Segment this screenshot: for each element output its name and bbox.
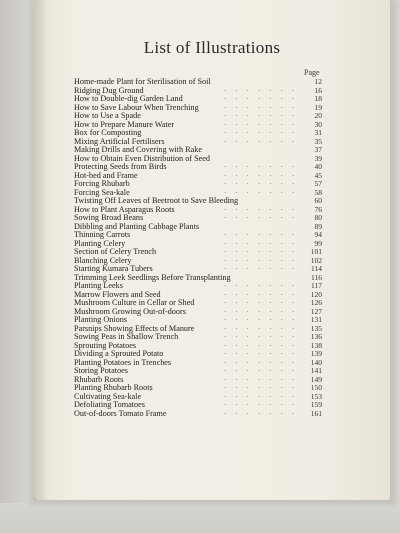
illustration-title: Cultivating Sea-kale [74, 391, 142, 401]
page-number: 116 [311, 272, 322, 282]
illustration-title: Forcing Sea-kale [74, 187, 130, 197]
leader-dots: ······· [224, 350, 304, 358]
page-number: 12 [314, 77, 322, 86]
list-item [74, 410, 322, 419]
page-number: 94 [314, 230, 322, 239]
leader-dots: ······· [224, 214, 304, 222]
illustration-title: Out-of-doors Tomato Frame [74, 408, 167, 418]
leader-dots: ······· [224, 95, 304, 103]
illustration-title: Box for Composting [74, 128, 142, 137]
page-number: 89 [314, 221, 322, 231]
leader-dots: ······· [224, 299, 304, 307]
illustration-title: How to Double-dig Garden Land [74, 94, 183, 103]
illustrations-list [74, 78, 322, 418]
page-number: 40 [314, 162, 322, 171]
page-number: 140 [310, 357, 322, 367]
page-number: 19 [314, 102, 322, 112]
illustration-title: Hot-bed and Frame [74, 170, 138, 180]
illustration-title: Mushroom Growing Out-of-doors [74, 306, 186, 316]
background-bottom [0, 503, 400, 533]
page-number: 16 [314, 85, 322, 95]
page-number: 39 [314, 153, 322, 163]
leader-dots: ······· [224, 137, 304, 146]
spine-shadow [34, 0, 50, 500]
page-number: 57 [314, 179, 322, 188]
page-number: 114 [311, 264, 322, 273]
illustration-title: Protecting Seeds from Birds [74, 162, 167, 171]
leader-dots: ······· [224, 324, 304, 333]
page-number: 31 [314, 128, 322, 137]
page-number: 35 [314, 136, 322, 146]
illustration-title: Dividing a Sprouted Potato [74, 349, 164, 358]
page-number: 37 [314, 145, 322, 154]
illustration-title: How to Prepare Manure Water [74, 119, 175, 129]
illustration-title: Blanching Celery [74, 255, 132, 265]
page-number: 153 [310, 391, 322, 401]
page-title: List of Illustrations [143, 38, 281, 57]
illustration-title: Thinning Carrots [74, 230, 131, 239]
illustration-title: Sprouting Potatoes [74, 340, 137, 350]
illustration-title: Twisting Off Leaves of Beetroot to Save Bleeding [74, 196, 239, 205]
page-number: 45 [314, 170, 322, 180]
leader-dots: ······· [224, 316, 304, 324]
illustration-title: Section of Celery Trench [74, 247, 157, 256]
leader-dots: ······· [224, 112, 304, 120]
illustration-title: Mixing Artificial Fertilisers [74, 136, 165, 146]
illustration-title: Home-made Plant for Sterilisation of Soil [74, 77, 211, 86]
page-number: 136 [310, 332, 322, 341]
leader-dots: ······· [224, 282, 304, 290]
leader-dots: ······· [224, 231, 304, 239]
illustration-title: Defoliating Tomatoes [74, 400, 145, 409]
illustration-title: Planting Onions [74, 315, 127, 324]
page-number: 138 [310, 340, 322, 350]
illustration-title: Parsnips Showing Effects of Manure [74, 323, 195, 333]
leader-dots: ······· [224, 401, 304, 409]
illustration-title: Forcing Rhubarb [74, 179, 130, 188]
illustration-title: Dibbling and Planting Cabbage Plants [74, 221, 200, 231]
leader-dots: ······· [224, 163, 304, 171]
page-number: 18 [314, 94, 322, 103]
illustration-title: Planting Celery [74, 238, 126, 248]
page-number: 20 [314, 111, 322, 120]
leader-dots: ······· [224, 307, 304, 316]
illustration-title: How to Use a Spade [74, 111, 141, 120]
leader-dots: ······· [224, 333, 304, 341]
leader-dots: ······· [224, 375, 304, 384]
page-number: 58 [314, 187, 322, 197]
illustration-title: Rhubarb Roots [74, 374, 124, 384]
page-number: 60 [314, 196, 322, 205]
leader-dots: ······· [224, 409, 304, 418]
leader-dots: ······· [224, 384, 304, 392]
page-number: 141 [310, 366, 322, 375]
page-number: 131 [310, 315, 322, 324]
page-number: 76 [314, 204, 322, 214]
leader-dots: ······· [224, 205, 304, 214]
leader-dots: ······· [224, 103, 304, 112]
illustration-title: Planting Potatoes in Trenches [74, 357, 172, 367]
leader-dots: ······· [224, 392, 304, 401]
page-number: 102 [310, 255, 322, 265]
page-number: 161 [310, 408, 322, 418]
leader-dots: ······· [224, 129, 304, 137]
leader-dots: ······· [224, 180, 304, 188]
illustration-title: Planting Leeks [74, 281, 123, 290]
page-number: 80 [314, 213, 322, 222]
page-number: 139 [310, 349, 322, 358]
page-number: 159 [310, 400, 322, 409]
illustration-title: Storing Potatoes [74, 366, 128, 375]
leader-dots: ······· [224, 265, 304, 273]
page-number: 30 [314, 119, 322, 129]
page-number: 101 [310, 247, 322, 256]
leader-dots: ······· [224, 239, 304, 248]
leader-dots: ······· [224, 290, 304, 299]
illustration-title: Ridging Dug Ground [74, 85, 144, 95]
illustration-title: Marrow Flowers and Seed [74, 289, 161, 299]
page-number: 99 [314, 238, 322, 248]
leader-dots: ······· [224, 188, 304, 197]
illustration-title: Trimming Leek Seedlings Before Transplanting [74, 272, 231, 282]
page-number: 149 [310, 374, 322, 384]
page-number: 135 [310, 323, 322, 333]
background-left [0, 0, 34, 533]
page-column-heading: Page [304, 68, 320, 77]
illustration-title: Sowing Peas in Shallow Trench [74, 332, 179, 341]
illustration-title: Mushroom Culture in Cellar or Shed [74, 298, 195, 307]
leader-dots: ······· [224, 358, 304, 367]
page-number: 120 [310, 289, 322, 299]
leader-dots: ······· [224, 256, 304, 265]
page-number: 126 [310, 298, 322, 307]
illustration-title: Starting Kumara Tubers [74, 264, 153, 273]
illustration-title: Sowing Broad Beans [74, 213, 144, 222]
leader-dots: ······· [224, 341, 304, 350]
page-number: 127 [310, 306, 322, 316]
page-number: 117 [311, 281, 322, 290]
illustration-title: Making Drills and Covering with Rake [74, 145, 203, 154]
page-number: 150 [310, 383, 322, 392]
leader-dots: ······· [224, 367, 304, 375]
illustration-title: Planting Rhubarb Roots [74, 383, 153, 392]
leader-dots: ······· [224, 248, 304, 256]
illustration-title: How to Obtain Even Distribution of Seed [74, 153, 210, 163]
leader-dots: ······· [224, 86, 304, 95]
illustration-title: How to Save Labour When Trenching [74, 102, 199, 112]
leader-dots: ······· [224, 120, 304, 129]
illustration-title: How to Plant Asparagus Roots [74, 204, 175, 214]
leader-dots: ······· [224, 171, 304, 180]
